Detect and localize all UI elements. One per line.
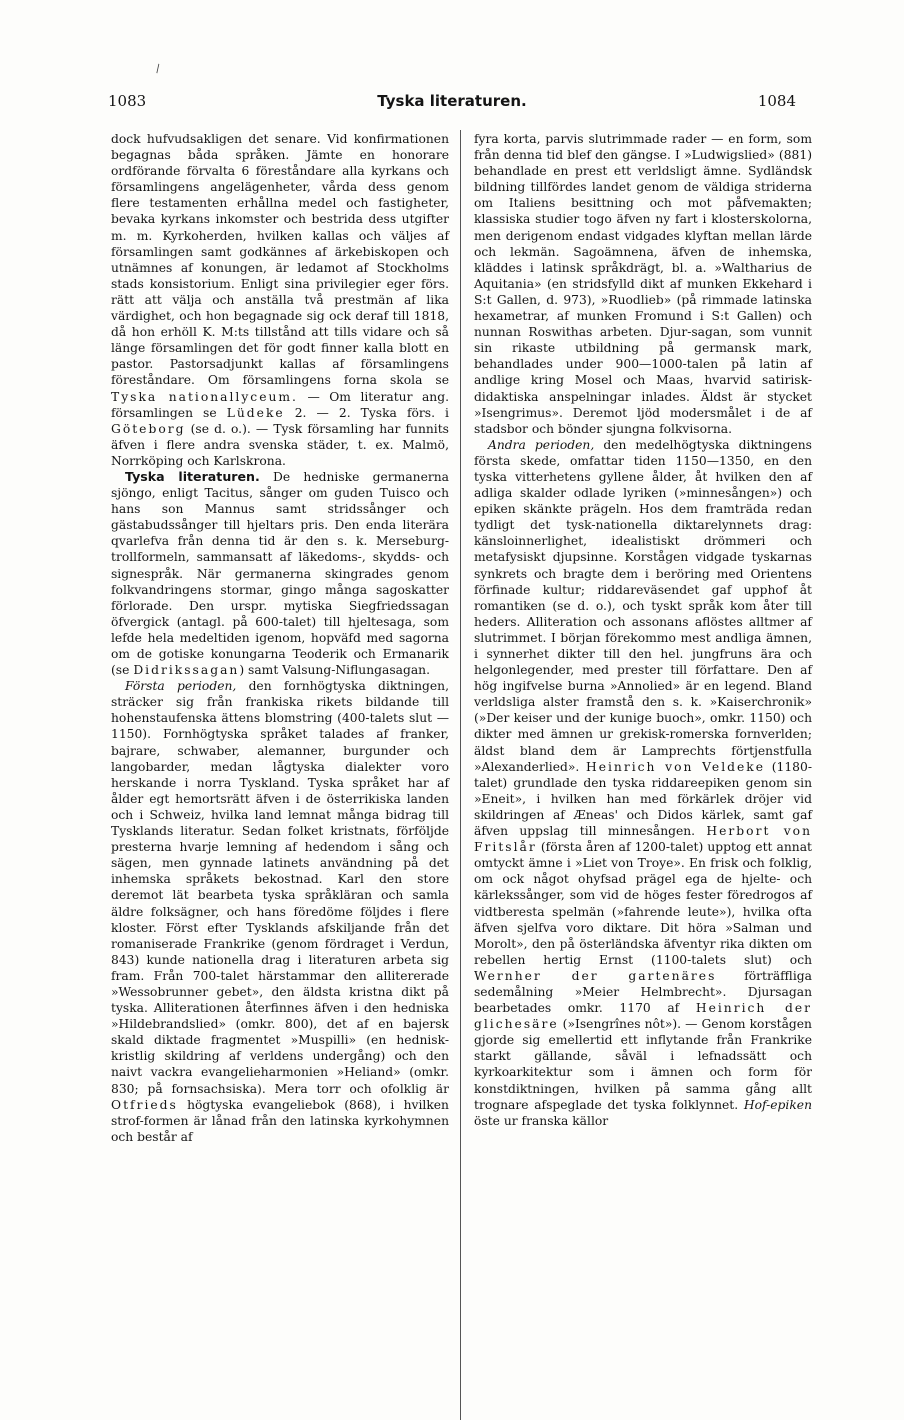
page-number-right: 1084 [757, 92, 796, 110]
right-column [474, 131, 812, 1129]
scan-tick-mark: \ [152, 61, 163, 76]
page-header [108, 92, 796, 114]
page-number-left: 1083 [108, 92, 147, 110]
running-title: Tyska literaturen. [377, 92, 527, 110]
entry-headword: Tyska literaturen. [125, 468, 260, 484]
paragraph-entry-intro: Tyska literaturen. De hedniske germanerna sjöngo, enligt Tacitus, sånger om guden Tuisco och hans son Mannus samt stridssånger och gästabudssånger till hjeltars pris. Den enda literära qvarlefva från denna tid är den s. k. Merseburg-trollformeln, sammansatt af läkedoms-, skydds- och signespråk. När germanerna skingrades genom folkvandringens stormar, gingo många sagoskatter förlorade. Den urspr. mytiska Siegfriedssagan öfvergick (antagl. på 600-talet) till hjeltesaga, som lefde hela medeltiden igenom, hopväfd med sagorna om de gotiske konungarna Teoderik och Ermanarik (se Didrikssagan) samt Valsung-Niflungasagan. [111, 468, 449, 678]
paragraph-church: dock hufvudsakligen det senare. Vid konfirmationen begagnas båda språken. Jämte en honorare ordförande förvalta 6 föreståndare alla kyrkans och församlingens angelägenheter, vårda dess genom flere testamenten erhållna medel och fastigheter, bevaka kyrkans inkomster och bestrida dess utgifter m. m. Kyrkoherden, hvilken kallas och väljes af församlingen samt godkännes af ärkebiskopen och utnämnes af konungen, är ledamot af Stockholms stads konsistorium. Enligt sina privilegier eger förs. rätt att välja och anställa två prestmän af lika värdighet, och hon begagnade sig ock deraf till 1818, då hon erhöll K. M:ts tillstånd att tills vidare och så länge församlingen det för godt finner kalla blott en pastor. Pastorsadjunkt kallas af församlingens föreståndare. Om församlingens forna skola se Tyska nationallyceum. — Om literatur ang. församlingen se Lüdeke 2. — 2. Tyska förs. i Göteborg (se d. o.). — Tysk församling har funnits äfven i flere andra svenska städer, t. ex. Malmö, Norrköping och Karlskrona. [111, 132, 449, 468]
paragraph-first-period: Första perioden, den fornhögtyska diktningen, sträcker sig från frankiska rikets bildande till hohenstaufenska ättens blomstring (400-talets slut —1150). Fornhögtyska språket talades af franker, bajrare, schwaber, alemanner, burgunder och langobarder, medan lågtyska dialekter voro herskande i norra Tyskland. Tyska språket har af ålder egt hemortsrätt äfven i de österrikiska landen och i Schweiz, hvilka land lemnat många bidrag till Tysklands literatur. Sedan folket kristnats, förföljde presterna hvarje lemning af hedendom i sång och sägen, men gynnade latinets användning på det inhemska språkets bekostnad. Karl den store deremot lät bearbeta tyska språkläran och samla äldre folksägner, och hans föredöme följdes i flere kloster. Först efter Tysklands afskiljande från det romaniserade Frankrike (genom fördraget i Verdun, 843) kunde nationella drag i literaturen arbeta sig fram. Från 700-talet härstammar den allitererade »Wessobrunner gebet», den äldsta kristna dikt på tyska. Alliterationen återfinnes äfven i den hedniska »Hildebrandslied» (omkr. 800), det af en bajersk skald diktade fragmentet »Muspilli» (en hednisk-kristlig skildring af verldens undergång) och den naivt vackra evangelieharmonien »Heliand» (omkr. 830; på fornsachsiska). Mera torr och ofolklig är Otfrieds högtyska evangeliebok (868), i hvilken strof-formen är lånad från den latinska kyrkohymnen och består af [111, 679, 449, 1144]
paragraph-continuation: fyra korta, parvis slutrimmade rader — en form, som från denna tid blef den gängse. I »Ludwigslied» (881) behandlade en prest ett verldsligt ämne. Sydländsk bildning tillfördes landet genom de väldiga striderna om Italiens besittning och mot påfvemakten; klassiska studier togo äfven ny fart i klosterskolorna, men derigenom endast vidgades klyftan mellan lärde och lekmän. Sagoämnena, äfven de inhemska, kläddes i latinsk språkdrägt, bl. a. »Waltharius de Aquitania» (en stridsfylld dikt af munken Ekkehard i S:t Gallen, d. 973), »Ruodlieb» (på rimmade latinska hexametrar, af munken Fromund i S:t Gallen) och nunnan Roswithas arbeten. Djur-sagan, som vunnit sin rikaste utbildning på germansk mark, behandlades under 900—1000-talen på latin af andlige kring Mosel och Maas, hvarvid satirisk-didaktiska anspelningar inlades. Äldst är stycket »Isengrimus». Deremot ljöd modersmålet i de af stadsbor och bönder sjungna folkvisorna. [474, 132, 812, 436]
paragraph-second-period: Andra perioden, den medelhögtyska diktningens första skede, omfattar tiden 1150—1350, en den tyska vitterhetens gyllene ålder, åt hvilken den af adliga skalder odlade lyriken (»minnesången») och epiken skänkte prägeln. Hos dem framträda redan tydligt det tysk-nationella diktarelynnets drag: känsloinnerlighet, idealistiskt drömmeri och metafysiskt djupsinne. Korstågen vidgade tyskarnas synkrets och bragte dem i beröring med Orientens förfinade kultur; riddareväsendet gaf upphof åt romantiken (se d. o.), och tyskt språk kom åter till heders. Alliteration och assonans aflöstes alltmer af slutrimmet. I början förekommo mest andliga ämnen, i synnerhet dikter till den hel. jungfruns ära och helgonlegender, med prester till författare. Den af hög ingifvelse burna »Annolied» är en legend. Bland verldsliga alster framstå den s. k. »Kaiserchronik» (»Der keiser und der kunige buoch», omkr. 1150) och dikter med ämnen ur grekisk-romerska fornverlden; äldst bland dem är Lamprechts förtjenstfulla »Alexanderlied». Heinrich von Veldeke (1180-talet) grundlade den tyska riddareepiken genom sin »Eneit», i hvilken han med förkärlek dröjer vid skildringen af Æneas' och Didos kärlek, samt gaf äfven uppslag till minnesången. Herbort von Fritslår (första åren af 1200-talet) upptog ett annat omtyckt ämne i »Liet von Troye». En frisk och folklig, om ock något ohyfsad prägel ega de hjelte- och kärlekssånger, som vid de höges fester föredrogos af vidtberesta spelmän (»fahrende leute»), hvilka ofta äfven sjelfva voro diktare. Dit höra »Salman und Morolt», den på österländska äfventyr rika dikten om rebellen hertig Ernst (1100-talets slut) och Wernher der gartenäres förträffliga sedemålning »Meier Helmbrecht». Djursagan bearbetades omkr. 1170 af Heinrich der glichesäre (»Isengrînes nôt»). — Genom korstågen gjorde sig emellertid ett inflytande från Frankrike starkt gällande, såväl i lefnadssätt och kyrkoarkitektur som i ämnen och form för konstdiktningen, hvilken på samma gång allt trognare afspeglade det tyska folklynnet. Hof-epiken öste ur franska källor [474, 437, 812, 1128]
column-divider [460, 130, 461, 1420]
left-column [111, 131, 449, 1145]
